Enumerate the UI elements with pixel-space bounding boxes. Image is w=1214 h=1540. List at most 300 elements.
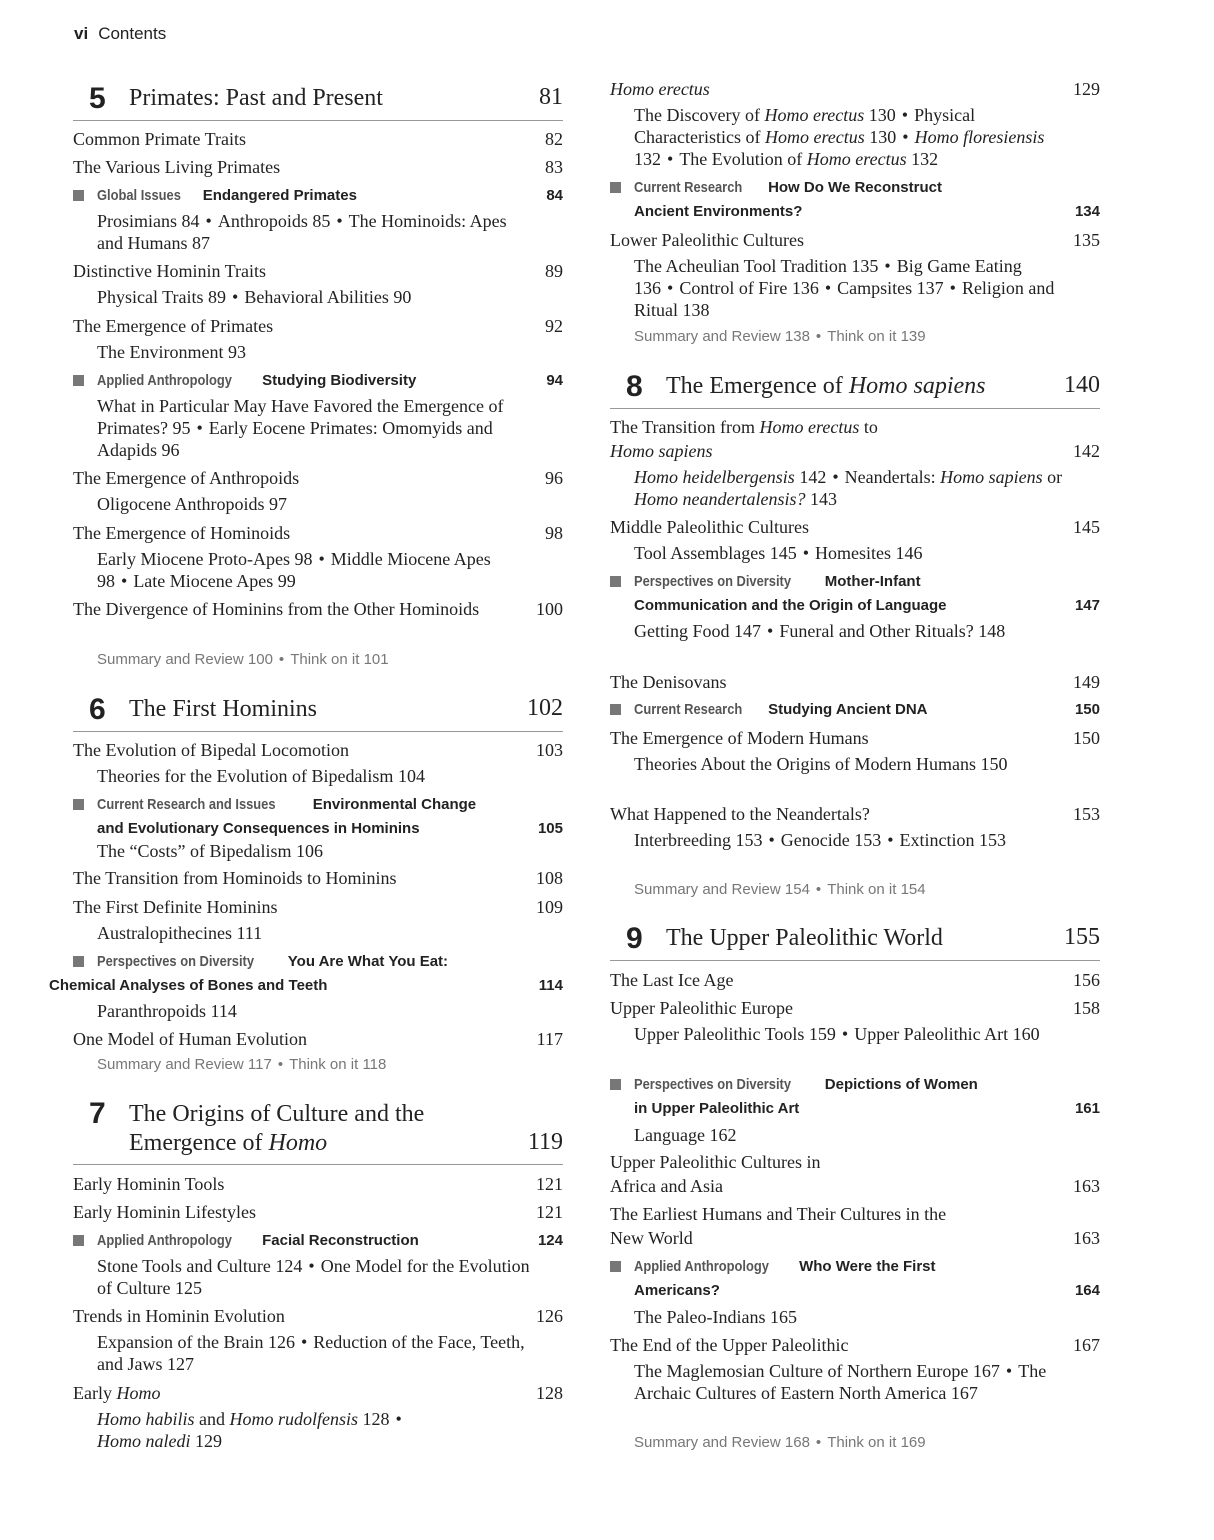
feature-box-entry[interactable] [73,369,563,393]
toc-entry[interactable] [73,155,563,179]
toc-subentries[interactable] [73,922,563,944]
summary-label: Summary and Review [97,1056,244,1073]
chapter-9-heading[interactable] [610,922,1100,956]
feature-title: Chemical Analyses of Bones and Teeth [49,977,328,994]
entry-page: 109 [536,897,563,917]
subentry-page: 147 [734,621,762,641]
toc-entry[interactable] [73,466,563,490]
feature-title: How Do We Reconstruct [768,179,942,196]
entry-title: Distinctive Hominin Traits [73,261,267,281]
entry-title: Homo [116,1383,161,1403]
subentry-page: 128 [362,1409,390,1429]
subentry: The Archaic Cultures of Eastern North America [634,1361,1047,1403]
toc-subentries[interactable]: Prosimians 84 • Anthropoids 85 • The Hominoids: Apes and Humans 87 [97,211,507,253]
entry-title: The First Definite Hominins [73,897,278,917]
feature-title: in Upper Paleolithic Art [634,1100,800,1117]
toc-entry[interactable] [73,738,563,762]
feature-title: Ancient Environments? [634,203,803,220]
subentry: and [194,1409,230,1429]
chapter-rule [73,731,563,732]
chapter-page: 155 [1064,924,1100,950]
chapter-8-heading[interactable] [610,370,1100,404]
entry-page: 126 [536,1306,563,1326]
toc-subentries[interactable]: Tool Assemblages 145 • Homesites 146 [634,543,923,563]
toc-entry[interactable] [610,726,1100,750]
toc-subentries[interactable] [610,1306,1100,1328]
subentry: The Discovery of [634,105,765,125]
subentry-page: 98 [97,571,115,591]
entry-page: 121 [536,1174,563,1194]
toc-entry[interactable] [73,866,563,890]
subentry-page: 160 [1012,1024,1040,1044]
subentry-page: 150 [980,754,1008,774]
toc-entry[interactable] [73,314,563,338]
subentry: Upper Paleolithic Art [854,1024,1009,1044]
subentry: Australopithecines [97,923,232,943]
summary-label: Summary and Review [97,651,244,668]
subentry-page: 90 [393,287,412,307]
entry-page: 163 [1073,1228,1100,1248]
subentry-page: 137 [916,278,944,298]
toc-entry[interactable] [610,670,1100,694]
chapter-7-heading[interactable] [73,1097,563,1161]
subentry: Early Miocene Proto-Apes [97,549,290,569]
toc-entry[interactable] [610,1150,1100,1198]
subentry: Neandertals: [844,467,941,487]
subentry: Homo neandertalensis? [634,489,806,509]
chapter-number: 6 [89,693,106,726]
subentry: Homo erectus [764,105,865,125]
subentry: Oligocene Anthropoids [97,494,265,514]
feature-title: Americans? [634,1282,720,1299]
subentry: Theories About the Origins of Modern Humans [634,754,976,774]
feature-box-entry[interactable] [610,176,1100,224]
feature-title: and Evolutionary Consequences in Hominins [97,820,420,837]
feature-title: Depictions of Women [824,1076,978,1093]
feature-title: Studying Biodiversity [262,372,417,389]
toc-entry[interactable] [73,895,563,919]
subentry: The Maglemosian Culture of Northern Europe [634,1361,969,1381]
entry-page: 96 [545,468,563,488]
subentry-page: 138 [682,300,710,320]
toc-entry[interactable] [73,1304,563,1328]
subentry-page: 162 [709,1125,737,1145]
toc-subentries[interactable]: Getting Food 147 • Funeral and Other Rituals? 148 [634,621,1006,641]
toc-subentries[interactable]: Homo habilis and Homo rudolfensis 128 • Homo naledi 129 [97,1409,402,1451]
subentry-page: 146 [895,543,923,563]
subentry: Homo sapiens [940,467,1043,487]
subentry-page: 93 [227,342,246,362]
entry-page: 135 [1073,230,1100,250]
feature-category: Applied Anthropology [97,1232,232,1249]
toc-subentries[interactable]: The Discovery of Homo erectus 130 • Physical Characteristics of Homo erectus 130 • Homo floresiensis 132 • The Evolution of Homo erectus 132 [634,105,1045,169]
entry-page: 145 [1073,517,1100,537]
subentry: Control of Fire [679,278,788,298]
toc-subentries[interactable]: Stone Tools and Culture 124 • One Model for the Evolution of Culture 125 [97,1256,530,1298]
square-bullet-icon [610,704,621,715]
toc-subentries[interactable]: Homo heidelbergensis 142 • Neandertals: Homo sapiens or Homo neandertalensis? 143 [634,467,1063,509]
subentry: Late Miocene Apes [133,571,274,591]
square-bullet-icon [610,1079,621,1090]
subentry-page: 130 [868,105,896,125]
subentry-page: 84 [181,211,200,231]
subentry-page: 136 [634,278,661,298]
square-bullet-icon [73,375,84,386]
subentry: Homo erectus [764,127,865,147]
subentry: The Acheulian Tool Tradition [634,256,847,276]
entry-title: The Emergence of Modern Humans [610,728,869,748]
entry-title: Upper Paleolithic Cultures in [610,1152,821,1172]
summary-line[interactable]: Summary and Review 100 • Think on it 101 [97,651,389,668]
entry-title: Common Primate Traits [73,129,247,149]
subentry-page: 153 [854,830,882,850]
running-head-label: Contents [98,24,167,43]
feature-title: Facial Reconstruction [262,1232,419,1249]
toc-entry[interactable] [610,1333,1100,1357]
subentry-page: 136 [791,278,819,298]
subentry: Campsites [837,278,913,298]
entry-page: 161 [1074,1100,1100,1117]
toc-subentries[interactable]: Expansion of the Brain 126 • Reduction of the Face, Teeth, and Jaws 127 [97,1332,525,1374]
toc-entry[interactable] [610,1202,1100,1250]
toc-subentries[interactable]: The Maglemosian Culture of Northern Europe 167 • The Archaic Cultures of Eastern North America 167 [634,1361,1047,1403]
feature-title-line [49,974,539,998]
entry-page: 114 [538,977,563,994]
subentry-page: 153 [979,830,1007,850]
chapter-title: The First Hominins [129,696,318,722]
subentry-page: 127 [167,1354,194,1374]
toc-entry[interactable] [610,228,1100,252]
toc-subentries[interactable] [73,765,563,787]
toc-subentries[interactable] [610,753,1100,775]
entry-title: The Evolution of Bipedal Locomotion [73,740,349,760]
subentry: Homo naledi [97,1431,191,1451]
toc-subentries[interactable]: What in Particular May Have Favored the Emergence of Primates? 95 • Early Eocene Primates: Omomyids and Adapids 96 [97,396,504,460]
square-bullet-icon [73,956,84,967]
toc-subentries[interactable] [73,493,563,515]
chapter-page: 119 [527,1129,563,1155]
think-label: Think on it [827,881,897,898]
entry-page: 121 [536,1202,563,1222]
feature-category: Applied Anthropology [97,372,232,389]
subentry: Language [634,1125,705,1145]
entry-title: to [859,417,878,437]
subentry: The Hominoids: Apes and Humans [97,211,507,253]
toc-entry[interactable] [73,259,563,283]
summary-page: 168 [784,1434,810,1451]
chapter-title: Homo sapiens [848,373,986,399]
entry-title: The Last Ice Age [610,970,734,990]
entry-page: 129 [1073,79,1100,99]
toc-subentries[interactable] [73,840,563,862]
entry-title: Early Hominin Tools [73,1174,225,1194]
summary-label: Summary and Review [634,328,781,345]
summary-label: Summary and Review [634,881,781,898]
entry-page: 128 [536,1383,563,1403]
entry-title: Middle Paleolithic Cultures [610,517,809,537]
think-label: Think on it [827,328,897,345]
subentry: Upper Paleolithic Tools [634,1024,805,1044]
running-head [74,24,166,44]
feature-box-entry[interactable] [73,1229,563,1253]
subentry: Prosimians [97,211,178,231]
entry-page: 89 [545,261,563,281]
subentry: One Model for the Evolution of Culture [97,1256,530,1298]
entry-title: The Earliest Humans and Their Cultures in the [610,1204,947,1224]
chapter-page: 102 [527,695,563,721]
toc-entry[interactable] [73,127,563,151]
feature-box-entry[interactable] [73,184,563,208]
feature-category: Current Research [634,179,743,196]
subentry-page: 143 [809,489,837,509]
subentry: Homo rudolfensis [229,1409,359,1429]
entry-page: 124 [537,1232,563,1249]
entry-page: 147 [1074,597,1100,614]
subentry-page: 106 [295,841,323,861]
toc-entry[interactable] [73,1381,563,1405]
subentry-page: 89 [208,287,227,307]
entry-page: 150 [1073,728,1100,748]
chapter-title: The Emergence of [666,373,849,399]
entry-title: The Emergence of Hominoids [73,523,291,543]
subentry-page: 130 [869,127,897,147]
subentry: Anthropoids [217,211,308,231]
summary-line[interactable]: Summary and Review 117 • Think on it 118 [97,1056,387,1073]
chapter-rule [610,960,1100,961]
summary-line[interactable]: Summary and Review 154 • Think on it 154 [634,881,926,898]
entry-page: 153 [1073,804,1100,824]
running-head-page-number: vi [74,24,89,43]
chapter-rule [610,408,1100,409]
entry-title: The Transition from Hominoids to Hominins [73,868,397,888]
entry-title: Homo erectus [759,417,860,437]
subentry-page: 97 [268,494,287,514]
entry-page: 163 [1073,1176,1100,1196]
subentry-page: 145 [769,543,797,563]
subentry-page: 124 [275,1256,303,1276]
subentry-page: 104 [397,766,425,786]
think-label: Think on it [827,1434,897,1451]
toc-entry[interactable] [610,968,1100,992]
subentry-page: 126 [267,1332,295,1352]
entry-title: Homo erectus [610,79,710,99]
entry-title: Trends in Hominin Evolution [73,1306,285,1326]
subentry-page: 165 [769,1307,797,1327]
subentry: Big Game Eating [896,256,1022,276]
entry-title: The End of the Upper Paleolithic [610,1335,849,1355]
toc-subentries[interactable] [73,341,563,363]
chapter-page: 140 [1064,372,1100,398]
think-page: 118 [362,1056,387,1073]
square-bullet-icon [73,1235,84,1246]
subentry-page: 98 [294,549,313,569]
chapter-6-heading[interactable] [73,693,563,727]
think-label: Think on it [289,1056,359,1073]
entry-title: The Emergence of Anthropoids [73,468,300,488]
toc-subentries[interactable]: Early Miocene Proto-Apes 98 • Middle Miocene Apes 98 • Late Miocene Apes 99 [97,549,491,591]
feature-box-entry[interactable] [610,1073,1100,1121]
toc-entry[interactable] [610,415,1100,463]
chapter-number: 7 [89,1097,106,1130]
subentry-page: 99 [277,571,296,591]
toc-entry[interactable] [73,597,563,621]
entry-page: 108 [536,868,563,888]
entry-title: Early [73,1383,117,1403]
entry-page: 92 [545,316,563,336]
subentry-page: 167 [972,1361,1000,1381]
square-bullet-icon [610,182,621,193]
toc-entry[interactable] [73,1172,563,1196]
entry-page: 82 [545,129,563,149]
subentry: Behavioral Abilities [244,287,389,307]
summary-line[interactable]: Summary and Review 138 • Think on it 139 [634,328,926,345]
feature-box-entry[interactable] [610,698,1100,722]
subentry: Stone Tools and Culture [97,1256,271,1276]
subentry-page: 142 [799,467,827,487]
entry-title: New World [610,1228,693,1248]
subentry: Early Eocene Primates: Omomyids and Adapids [97,418,493,460]
toc-subentries[interactable]: The Acheulian Tool Tradition 135 • Big Game Eating 136 • Control of Fire 136 • Campsites 137 • Religion and Ritual 138 [634,256,1055,320]
entry-title: The Transition from [610,417,760,437]
toc-subentries[interactable] [73,1000,563,1022]
subentry-page: 148 [978,621,1006,641]
entry-page: 105 [537,820,563,837]
entry-title: Early Hominin Lifestyles [73,1202,256,1222]
feature-title: You Are What You Eat: [287,953,449,970]
subentry: The “Costs” of Bipedalism [97,841,292,861]
entry-title: Homo sapiens [610,441,713,461]
entry-page: 98 [545,523,563,543]
entry-page: 134 [1074,203,1100,220]
chapter-title: Homo [268,1130,328,1156]
think-page: 101 [363,651,389,668]
entry-page: 83 [545,157,563,177]
feature-category: Perspectives on Diversity [634,573,792,590]
subentry: Middle Miocene Apes [330,549,491,569]
chapter-title: Emergence of [129,1130,269,1156]
subentry-page: 159 [808,1024,836,1044]
entry-page: 149 [1073,672,1100,692]
subentry: Physical Traits [97,287,204,307]
subentry-page: 114 [210,1001,237,1021]
chapter-number: 8 [626,370,643,403]
subentry-page: 153 [735,830,763,850]
feature-title: Mother-Infant [824,573,921,590]
entry-title: Lower Paleolithic Cultures [610,230,804,250]
chapter-5-heading[interactable] [73,82,563,116]
feature-category: Perspectives on Diversity [634,1076,792,1093]
subentry-page: 132 [911,149,939,169]
entry-page: 84 [546,187,563,204]
chapter-number: 9 [626,922,643,955]
entry-page: 167 [1073,1335,1100,1355]
subentry: Extinction [899,830,975,850]
entry-page: 94 [546,372,563,389]
subentry: Homo floresiensis [914,127,1045,147]
entry-page: 142 [1073,441,1100,461]
entry-title: The Divergence of Hominins from the Other Hominoids [73,599,480,619]
feature-box-entry[interactable] [610,1255,1100,1303]
entry-page: 150 [1074,701,1100,718]
toc-entry[interactable] [610,802,1100,826]
feature-title: Communication and the Origin of Language [634,597,947,614]
toc-subentries[interactable] [610,1124,1100,1146]
toc-subentries[interactable]: Interbreeding 153 • Genocide 153 • Extinction 153 [634,830,1007,850]
think-page: 169 [900,1434,926,1451]
square-bullet-icon [610,576,621,587]
subentry: Physical Characteristics of [634,105,976,147]
subentry: Genocide [780,830,850,850]
entry-page: 117 [536,1029,563,1049]
chapter-rule [73,120,563,121]
feature-title: Endangered Primates [202,187,357,204]
subentry-page: 125 [175,1278,202,1298]
subentry-page: 96 [161,440,180,460]
chapter-title: Primates: Past and Present [129,85,383,111]
subentry-page: 111 [236,923,263,943]
feature-title: Studying Ancient DNA [768,701,928,718]
entry-title: The Various Living Primates [73,157,281,177]
square-bullet-icon [610,1261,621,1272]
subentry-page: 132 [634,149,661,169]
entry-page: 164 [1074,1282,1100,1299]
subentry: The Paleo-Indians [634,1307,766,1327]
think-label: Think on it [290,651,360,668]
subentry: Religion and Ritual [634,278,1055,320]
entry-title: Africa and Asia [610,1176,723,1196]
toc-entry[interactable] [73,1027,563,1051]
chapter-title: The Upper Paleolithic World [666,925,943,951]
subentry: Interbreeding [634,830,731,850]
subentry: What in Particular May Have Favored the Emergence of Primates? [97,396,504,438]
summary-label: Summary and Review [634,1434,781,1451]
subentry: Homo heidelbergensis [634,467,795,487]
subentry: or [1042,467,1063,487]
feature-title: Environmental Change [312,796,477,813]
square-bullet-icon [73,799,84,810]
entry-title: What Happened to the Neandertals? [610,804,870,824]
toc-entry[interactable] [73,1200,563,1224]
toc-subentries[interactable]: Upper Paleolithic Tools 159 • Upper Paleolithic Art 160 [634,1024,1040,1044]
feature-title: Who Were the First [799,1258,936,1275]
chapter-title: The Origins of Culture and the [129,1101,425,1127]
toc-entry[interactable] [610,996,1100,1020]
entry-page: 156 [1073,970,1100,990]
subentry-page: 167 [950,1383,978,1403]
toc-entry[interactable] [610,515,1100,539]
subentry: The Environment [97,342,224,362]
subentry: Paranthropoids [97,1001,206,1021]
feature-category: Current Research [634,701,743,718]
summary-page: 154 [784,881,810,898]
subentry: Homo habilis [97,1409,195,1429]
toc-entry[interactable] [610,77,1100,101]
entry-title: Upper Paleolithic Europe [610,998,793,1018]
subentry: The Evolution of [679,149,807,169]
feature-title-line [610,594,1100,618]
subentry: Homo erectus [806,149,907,169]
entry-title: The Emergence of Primates [73,316,274,336]
feature-category: Applied Anthropology [634,1258,769,1275]
feature-category: Current Research and Issues [97,796,276,813]
feature-box-entry[interactable] [73,793,563,841]
summary-line[interactable]: Summary and Review 168 • Think on it 169 [634,1434,926,1451]
subentry-page: 129 [195,1431,222,1451]
subentry-page: 135 [851,256,879,276]
think-page: 154 [900,881,926,898]
toc-entry[interactable] [73,521,563,545]
toc-subentries[interactable]: Physical Traits 89 • Behavioral Abilities 90 [97,287,412,307]
